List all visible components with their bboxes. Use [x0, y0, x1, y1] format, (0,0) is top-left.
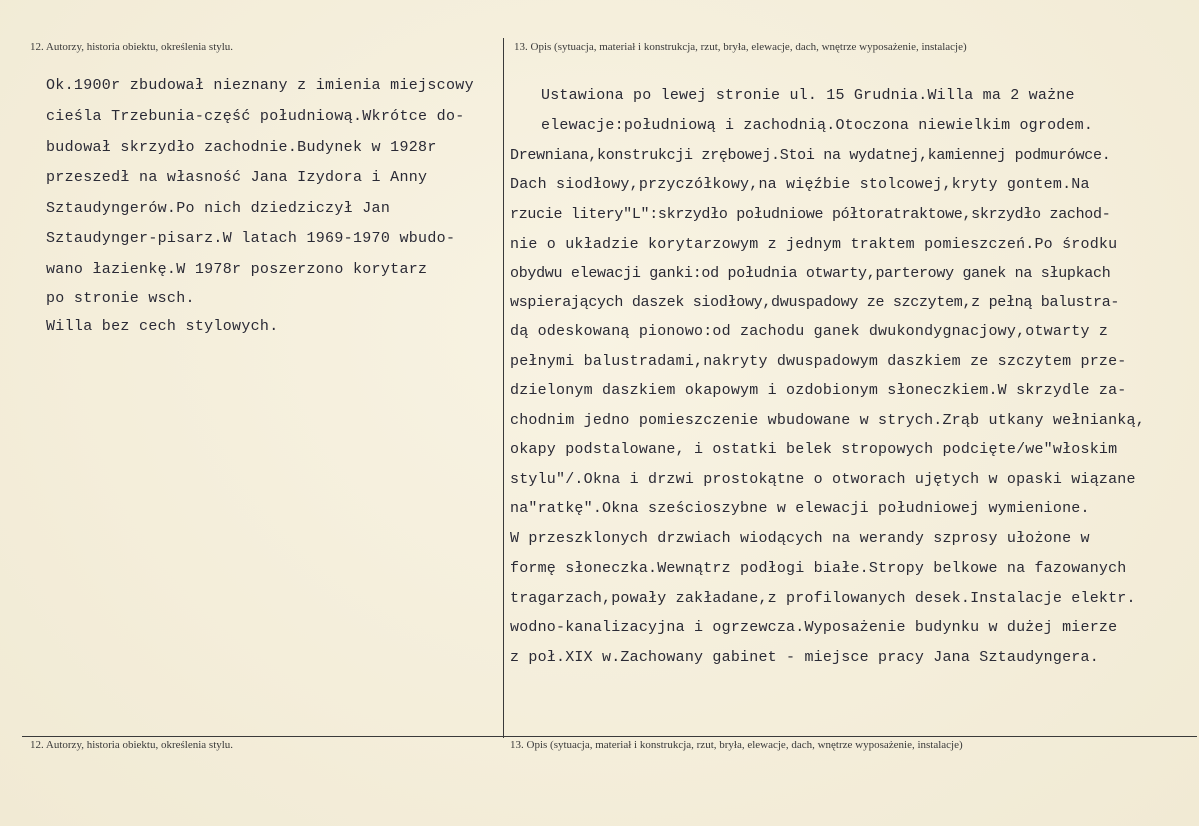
text-line: elewacje:południową i zachodnią.Otoczona niewielkim ogrodem. — [541, 117, 1094, 134]
section-12-heading: 12. Autorzy, historia obiektu, określenia stylu. — [30, 41, 234, 53]
text-line: po stronie wsch. — [46, 290, 195, 307]
text-line: przeszedł na własność Jana Izydora i Anny — [46, 169, 428, 186]
text-line: wano łazienkę.W 1978r poszerzono korytarz — [46, 261, 428, 278]
text-line: Drewniana,konstrukcji zrębowej.Stoi na wydatnej,kamiennej podmurówce. — [510, 147, 1111, 164]
text-line: Willa bez cech stylowych. — [46, 318, 279, 335]
text-line: W przeszklonych drzwiach wiodących na werandy szprosy ułożone w — [510, 530, 1090, 547]
text-line: chodnim jedno pomieszczenie wbudowane w strych.Zrąb utkany wełnianką, — [510, 412, 1145, 429]
text-line: rzucie litery"L":skrzydło południowe półtoratraktowe,skrzydło zachod- — [510, 206, 1111, 223]
text-line: Ustawiona po lewej stronie ul. 15 Grudnia.Willa ma 2 ważne — [541, 87, 1075, 104]
text-line: okapy podstalowane, i ostatki belek stropowych podcięte/we"włoskim — [510, 441, 1118, 458]
text-line: dzielonym daszkiem okapowym i ozdobionym słoneczkiem.W skrzydle za- — [510, 382, 1127, 399]
column-divider — [503, 38, 504, 738]
footer-section-12-label: 12. Autorzy, historia obiektu, określenia stylu. — [30, 739, 234, 751]
text-line: stylu"/.Okna i drzwi prostokątne o otworach ujętych w opaski wiązane — [510, 471, 1136, 488]
text-line: wspierających daszek siodłowy,dwuspadowy ze szczytem,z pełną balustra- — [510, 294, 1120, 311]
text-line: tragarzach,powały zakładane,z profilowanych desek.Instalacje elektr. — [510, 590, 1136, 607]
text-line: cieśla Trzebunia-część południową.Wkrótce do- — [46, 108, 465, 125]
text-line: dą odeskowaną pionowo:od zachodu ganek dwukondygnacjowy,otwarty z — [510, 323, 1109, 340]
text-line: Dach siodłowy,przyczółkowy,na więźbie stolcowej,kryty gontem.Na — [510, 176, 1090, 193]
text-line: Sztaudyngerów.Po nich dziedziczył Jan — [46, 200, 391, 217]
text-line: obydwu elewacji ganki:od południa otwarty,parterowy ganek na słupkach — [510, 265, 1111, 282]
text-line: nie o układzie korytarzowym z jednym traktem pomieszczeń.Po środku — [510, 236, 1118, 253]
text-line: pełnymi balustradami,nakryty dwuspadowym daszkiem ze szczytem prze- — [510, 353, 1127, 370]
text-line: wodno-kanalizacyjna i ogrzewcza.Wyposażenie budynku w dużej mierze — [510, 619, 1118, 636]
footer-section-13-label: 13. Opis (sytuacja, materiał i konstrukcja, rzut, bryła, elewacje, dach, wnętrze wyposażenie, instalacje) — [510, 739, 963, 751]
text-line: Sztaudynger-pisarz.W latach 1969-1970 wbudo- — [46, 230, 456, 247]
section-13-heading: 13. Opis (sytuacja, materiał i konstrukcja, rzut, bryła, elewacje, dach, wnętrze wyposażenie, instalacje) — [514, 41, 967, 53]
bottom-rule — [22, 736, 1197, 737]
text-line: Ok.1900r zbudował nieznany z imienia miejscowy — [46, 77, 474, 94]
text-line: budował skrzydło zachodnie.Budynek w 1928r — [46, 139, 437, 156]
text-line: formę słoneczka.Wewnątrz podłogi białe.Stropy belkowe na fazowanych — [510, 560, 1127, 577]
text-line: z poł.XIX w.Zachowany gabinet - miejsce pracy Jana Sztaudyngera. — [510, 649, 1099, 666]
text-line: na"ratkę".Okna sześcioszybne w elewacji południowej wymienione. — [510, 500, 1090, 517]
